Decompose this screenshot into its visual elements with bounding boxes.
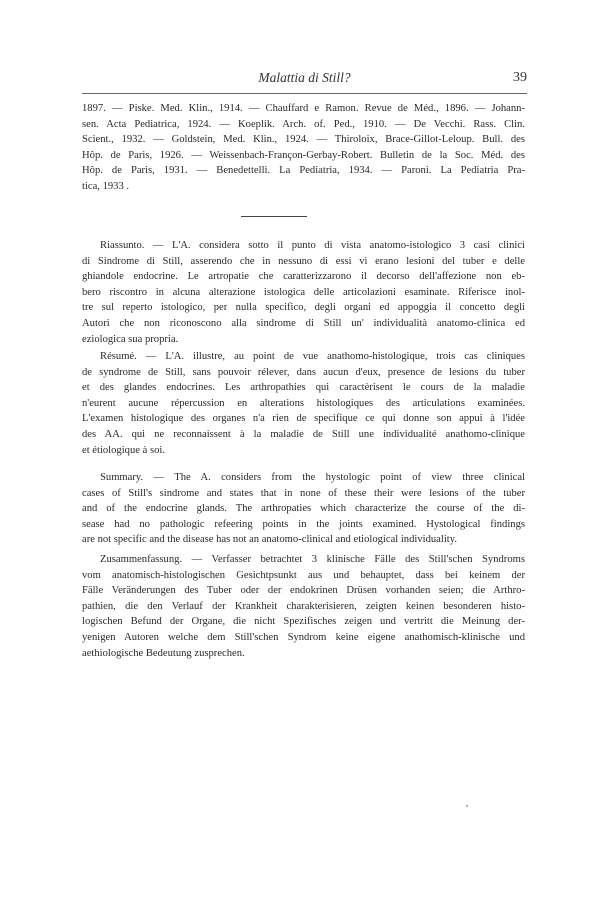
text-line: des AA. qui ne reconnaissent à la maladie de Still une individualité anathomo-clinique: [82, 428, 525, 440]
text-line: sease had no pathologic refeering points in the joints examined. Hystological findings: [82, 518, 525, 530]
text-line: Riassunto. — L'A. considera sotto il punto di vista anatomo-istologico 3 casi clinici: [100, 240, 525, 251]
page-number: 39: [513, 70, 527, 85]
text-line: are not specific and the disease has not an anatomo-clinical and etiological individuality.: [82, 534, 457, 546]
text-line: ghiandole endocrine. Le artropatie che caratterizzarono il decorso dell'affezione non eb-: [82, 271, 525, 283]
header-rule: [82, 93, 527, 94]
text-line: de syndrome de Still, sans pouvoir rélever, dans aucun d'eux, presence de lesions du tuber: [82, 366, 525, 378]
text-line: L'examen histologique des organes n'a rien de specifique ce qui donne son appui à l'idée: [82, 413, 525, 425]
text-line: pathien, die den Verlauf der Krankheit charakterisieren, zeigten keinen besonderen histo-: [82, 600, 525, 612]
abstract-italian: [82, 238, 525, 347]
text-line: tica, 1933 .: [82, 180, 130, 192]
text-line: bero riscontro in alcuna alterazione istologica delle articolazioni esaminate. Riferisce inol-: [82, 286, 525, 298]
section-separator: [241, 216, 307, 217]
text-line: eziologica sua propria.: [82, 333, 179, 345]
text-line: Autori che non riconoscono alla sindrome di Still un' individualità anatomo-clinica ed: [82, 317, 525, 329]
text-line: Summary. — The A. considers from the hystologic point of view three clinical: [100, 472, 525, 483]
text-line: Fälle Veränderungen des Tuber oder der endokrinen Drüsen vorhanden seien; die Arthro-: [82, 585, 525, 597]
text-line: 1897. — Piske. Med. Klin., 1914. — Chauffard e Ramon. Revue de Méd., 1896. — Johann-: [82, 103, 525, 114]
text-line: sen. Acta Pediatrica, 1924. — Koeplik. Arch. of. Ped., 1910. — De Vecchi. Rass. Clin.: [82, 118, 525, 130]
text-line: aethiologische Bedeutung zusprechen.: [82, 647, 245, 659]
text-line: di Sindrome di Still, asserendo che in nessuno di essi vi erano lesioni del tuber e delle: [82, 255, 525, 267]
text-line: cases of Still's sindrome and states that in none of these their were lesions of the tuber: [82, 487, 525, 499]
running-title: Malattia di Still?: [258, 70, 351, 85]
abstract-french: [82, 349, 525, 458]
text-line: n'eurent aucune répercussion en alterations histologiques des articulations examinées.: [82, 397, 525, 409]
abstract-german: [82, 552, 525, 661]
text-line: and of the endocrine glands. The arthropaties which characterize the course of the di-: [82, 503, 525, 515]
text-line: et étiologique à soi.: [82, 444, 165, 456]
abstract-english: [82, 470, 525, 548]
text-line: Résumé. — L'A. illustre, au point de vue anathomo-histologique, trois cas cliniques: [100, 351, 525, 362]
text-line: logischen Befund der Organe, die nicht Spezifisches zeigen und vertritt die Meinung der-: [82, 616, 525, 628]
text-line: Hôp. de Paris, 1926. — Weissenbach-Françon-Gerbay-Robert. Bulletin de la Soc. Méd. des: [82, 149, 525, 161]
text-line: Hôp. de Paris, 1931. — Benedettelli. La Pediatria, 1934. — Paroni. La Pediatria Pra-: [82, 165, 525, 177]
text-line: yenigen Autoren welche dem Still'schen Syndrom keine eigene anathomisch-klinische und: [82, 631, 525, 643]
running-header: [82, 70, 527, 90]
references-paragraph: [82, 101, 525, 195]
text-line: Scient., 1932. — Goldstein, Med. Klin., 1924. — Thiroloix, Brace-Gillot-Leloup. Bull. des: [82, 134, 525, 146]
text-line: Zusammenfassung. — Verfasser betrachtet 3 klinische Fälle des Still'schen Syndroms: [100, 554, 525, 565]
text-line: tre sul reperto istologico, per nulla specifico, degli organi ed appoggia il concetto degli: [82, 302, 525, 314]
text-line: vom anatomisch-histologischen Gesichtpsunkt aus und behauptet, dass bei keinem der: [82, 569, 525, 581]
text-line: et des glandes endocrines. Les arthropathies qui caractèrisent le cours de la maladie: [82, 382, 525, 394]
scan-speck: [466, 805, 468, 807]
